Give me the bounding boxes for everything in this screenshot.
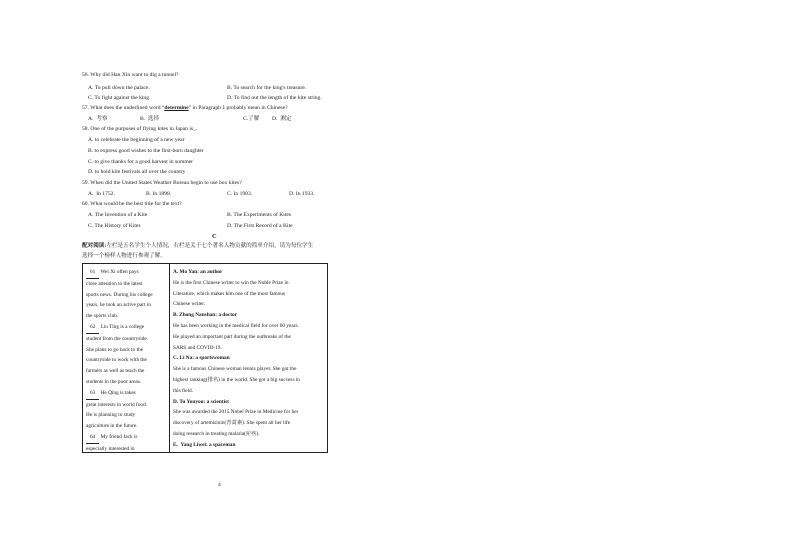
answer-blank[interactable]: 63 [86, 388, 99, 400]
student-text: student from the countryside. [86, 335, 149, 342]
student-text: close attention to the latest [86, 280, 143, 287]
matching-box [82, 263, 328, 453]
student-line [86, 322, 168, 334]
question-58-option-a: A. to celebrate the beginning of a new year [88, 137, 185, 143]
role-models-column [173, 267, 325, 451]
question-57-stem [82, 105, 288, 112]
question-56-stem: 56. Why did Han Xin want to dig a tunnel? [82, 72, 179, 78]
question-60-option-c: C. The History of Kites [88, 223, 141, 229]
role-model-heading: B. Zhong Nanshan: a doctor [173, 312, 238, 319]
role-model-text: He has been working in the medical field for over 60 years. [173, 322, 299, 329]
student-text: years, he took an active part in [86, 302, 151, 309]
role-model-heading: A. Mo Yan: an author [173, 269, 223, 275]
role-model-text: highest ranking(排名) in the world. She got a big success in [173, 376, 300, 383]
question-59-option-c: C. In 1903. [227, 191, 253, 197]
student-line [86, 300, 168, 311]
student-line [86, 279, 168, 290]
role-model-text: She was awarded the 2015 Nobel Prize in Medicine for her [173, 409, 299, 416]
role-model-text: He played an important part during the outbreaks of the [173, 333, 291, 340]
student-line [86, 388, 168, 400]
student-text: She plans to go back to the [86, 346, 144, 353]
student-line [86, 421, 168, 432]
student-text: Liu Ting is a college [99, 323, 145, 330]
question-59-option-a: A. In 1752. [88, 191, 115, 197]
question-57-stem-prefix: 57. What does the underlined word “ [82, 105, 165, 111]
role-model-text: this field. [173, 387, 194, 394]
student-line [86, 334, 168, 345]
role-model-heading: D. Tu Youyou: a scientist [173, 398, 229, 405]
question-58-option-b: B. to express good wishes to the first-born daughter [88, 148, 204, 154]
student-line [86, 355, 168, 366]
student-line [86, 366, 168, 377]
question-60-option-d: D. The First Record of a Kite [227, 223, 293, 229]
student-text: My friend Jack is [99, 433, 138, 440]
question-60-option-b: B. The Experiments of Kites [227, 212, 292, 218]
instructions-label: 配对阅读: [82, 243, 107, 249]
question-56-option-c: C. To fight against the king. [88, 95, 151, 101]
page-number: 4 [218, 482, 221, 488]
answer-blank[interactable]: 62 [86, 322, 99, 334]
role-model-text: He is the first Chinese writer to win the Noble Prize in [173, 279, 289, 286]
student-text: sports news. During his college [86, 291, 153, 298]
question-57-stem-suffix: ” in Paragraph 1 probably mean in Chinese? [188, 105, 288, 111]
student-text: especially interested in [86, 445, 135, 452]
student-text: He Qing is takes [99, 389, 136, 396]
question-56-option-a: A. To pull down the palace. [88, 85, 150, 91]
student-text: the sports club. [86, 313, 119, 320]
instructions-text-1: 左栏是五名学生个人情况，右栏是关于七个著名人物贡献的简单介绍，请为每位学生 [106, 243, 314, 249]
student-line [86, 432, 168, 444]
role-model-heading: E. Yang Liwei: a spaceman [173, 441, 236, 448]
question-56-option-d: D. To find out the length of the kite string. [227, 95, 322, 101]
answer-blank[interactable]: 64 [86, 432, 99, 444]
underlined-word: determine [164, 105, 189, 111]
instructions-line-2: 选择一个榜样人物进行参观了解。 [82, 253, 166, 259]
students-column [86, 267, 168, 455]
role-model-text: discovery of artemisinin(青蒿素). She spent all her life [173, 420, 291, 427]
instructions-line-1 [82, 242, 313, 250]
student-line [86, 345, 168, 356]
question-57-option-c: C.了解 [243, 116, 260, 122]
question-57-option-a: A. 考察 [88, 116, 108, 122]
student-text: Wei Xi often pays [99, 269, 139, 275]
role-model-text: She is a famous Chinese woman tennis player. She got the [173, 366, 297, 373]
student-line [86, 290, 168, 301]
student-text: countryside to work with the [86, 357, 147, 364]
question-57-option-b: B. 选择 [140, 116, 160, 122]
question-58-stem: 58. One of the purposes of flying kites in Japan is_. [82, 126, 198, 132]
question-59-stem: 59. When did the United States Weather Bureau begin to use box kites? [82, 180, 242, 186]
student-line [86, 377, 168, 388]
student-line [86, 400, 168, 411]
answer-blank[interactable]: 61 [86, 267, 99, 279]
question-60-stem: 60. What would be the best title for the text? [82, 201, 182, 207]
section-c-heading: C [212, 233, 217, 240]
role-model-text: doing research in treating malaria(疟疾). [173, 430, 260, 437]
question-60-option-a: A. The Invention of a Kite [88, 212, 148, 218]
question-57-option-d: D. 测定 [272, 116, 292, 122]
column-divider [169, 264, 170, 452]
role-model-text: SARS and COVID-19. [173, 344, 222, 351]
question-58-option-d: D. to hold kite festivals all over the country [88, 169, 186, 175]
question-56-option-b: B. To search for the king's treasure. [227, 85, 307, 91]
student-text: great interests in world food. [86, 401, 148, 408]
question-59-option-d: D. In 1933. [289, 191, 315, 197]
student-line [86, 444, 168, 455]
student-line [86, 410, 168, 421]
student-line [86, 311, 168, 322]
student-line [86, 267, 168, 279]
student-text: farmers as well as teach the [86, 368, 145, 375]
student-text: students in the poor areas. [86, 378, 142, 385]
student-text: He is planning to study [86, 412, 136, 419]
role-model-text: Chinese writer. [173, 301, 206, 308]
role-model-text: Literature, which makes him one of the most famous [173, 290, 285, 297]
question-58-option-c: C. to give thanks for a good harvest in summer [88, 159, 194, 165]
question-59-option-b: B. In 1898. [146, 191, 172, 197]
role-model-heading: C. Li Na: a sportswoman [173, 355, 230, 362]
student-text: agriculture in the future. [86, 423, 138, 430]
